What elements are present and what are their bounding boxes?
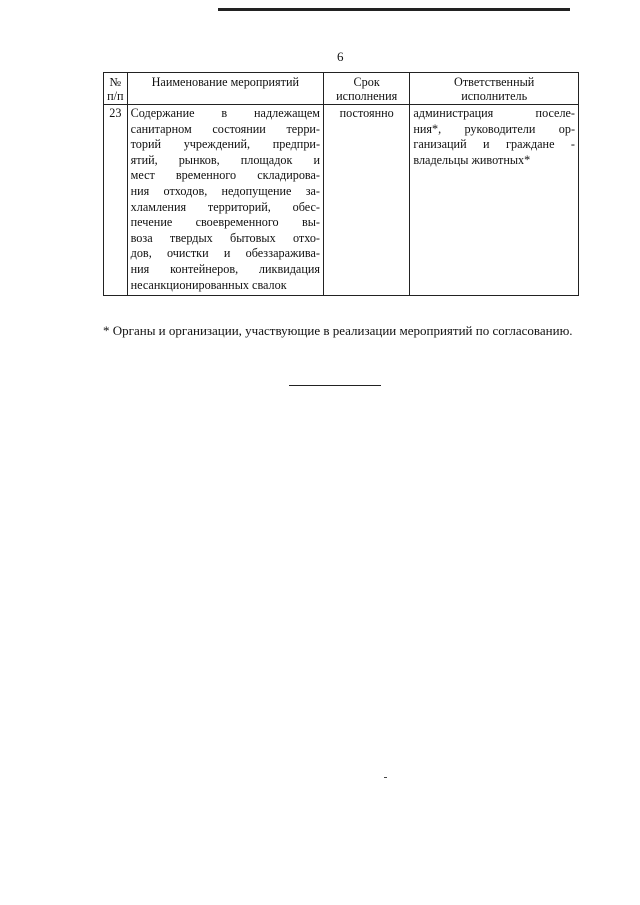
header-term-line: исполнения	[336, 89, 398, 103]
measure-name-line: воза твердых бытовых отхо-	[130, 230, 320, 245]
header-name	[127, 73, 323, 105]
end-rule	[289, 385, 381, 386]
scan-speck	[384, 777, 387, 778]
measures-table	[103, 72, 579, 296]
measure-responsible	[410, 105, 579, 296]
measure-name-line: ния контейнеров, ликвидация	[130, 261, 320, 276]
header-name-line: Наименование мероприятий	[151, 75, 300, 89]
responsible-line: администрация поселе-	[413, 106, 575, 120]
row-number: 23	[104, 105, 128, 296]
footnote: * Органы и организации, участвующие в реализации мероприятий по согласованию.	[103, 323, 573, 338]
table-row	[104, 105, 579, 296]
responsible-line: владельцы животных*	[413, 152, 531, 167]
measure-name-line: мест временного складирова-	[130, 168, 320, 183]
measure-name-line: ятий, рынков, площадок и	[130, 152, 320, 167]
header-responsible-line: Ответственный	[454, 75, 535, 89]
measure-name-line: печение своевременного вы-	[130, 215, 320, 230]
measure-name-line: торий учреждений, предпри-	[130, 137, 320, 152]
top-rule	[218, 8, 570, 11]
header-num-line: п/п	[107, 89, 124, 103]
header-term	[324, 73, 410, 105]
header-responsible	[410, 73, 579, 105]
measure-name-line: хламления территорий, обес-	[130, 199, 320, 214]
measure-name-line: несанкционированных свалок	[130, 277, 287, 292]
header-num	[104, 73, 128, 105]
measure-name-line: Содержание в надлежащем	[130, 106, 320, 120]
measure-name-line: ния отходов, недопущение за-	[130, 183, 320, 198]
table-header-row	[104, 73, 579, 105]
measure-name-line: дов, очистки и обеззаражива-	[130, 246, 320, 261]
measure-name	[127, 105, 323, 296]
page-number: 6	[337, 49, 344, 64]
measure-term: постоянно	[324, 105, 410, 296]
responsible-line: ганизаций и граждане -	[413, 137, 575, 152]
header-responsible-line: исполнитель	[461, 89, 528, 103]
measure-name-line: санитарном состоянии терри-	[130, 121, 320, 136]
responsible-line: ния*, руководители ор-	[413, 121, 575, 136]
header-term-line: Срок	[353, 75, 380, 89]
header-num-line: №	[109, 75, 122, 89]
